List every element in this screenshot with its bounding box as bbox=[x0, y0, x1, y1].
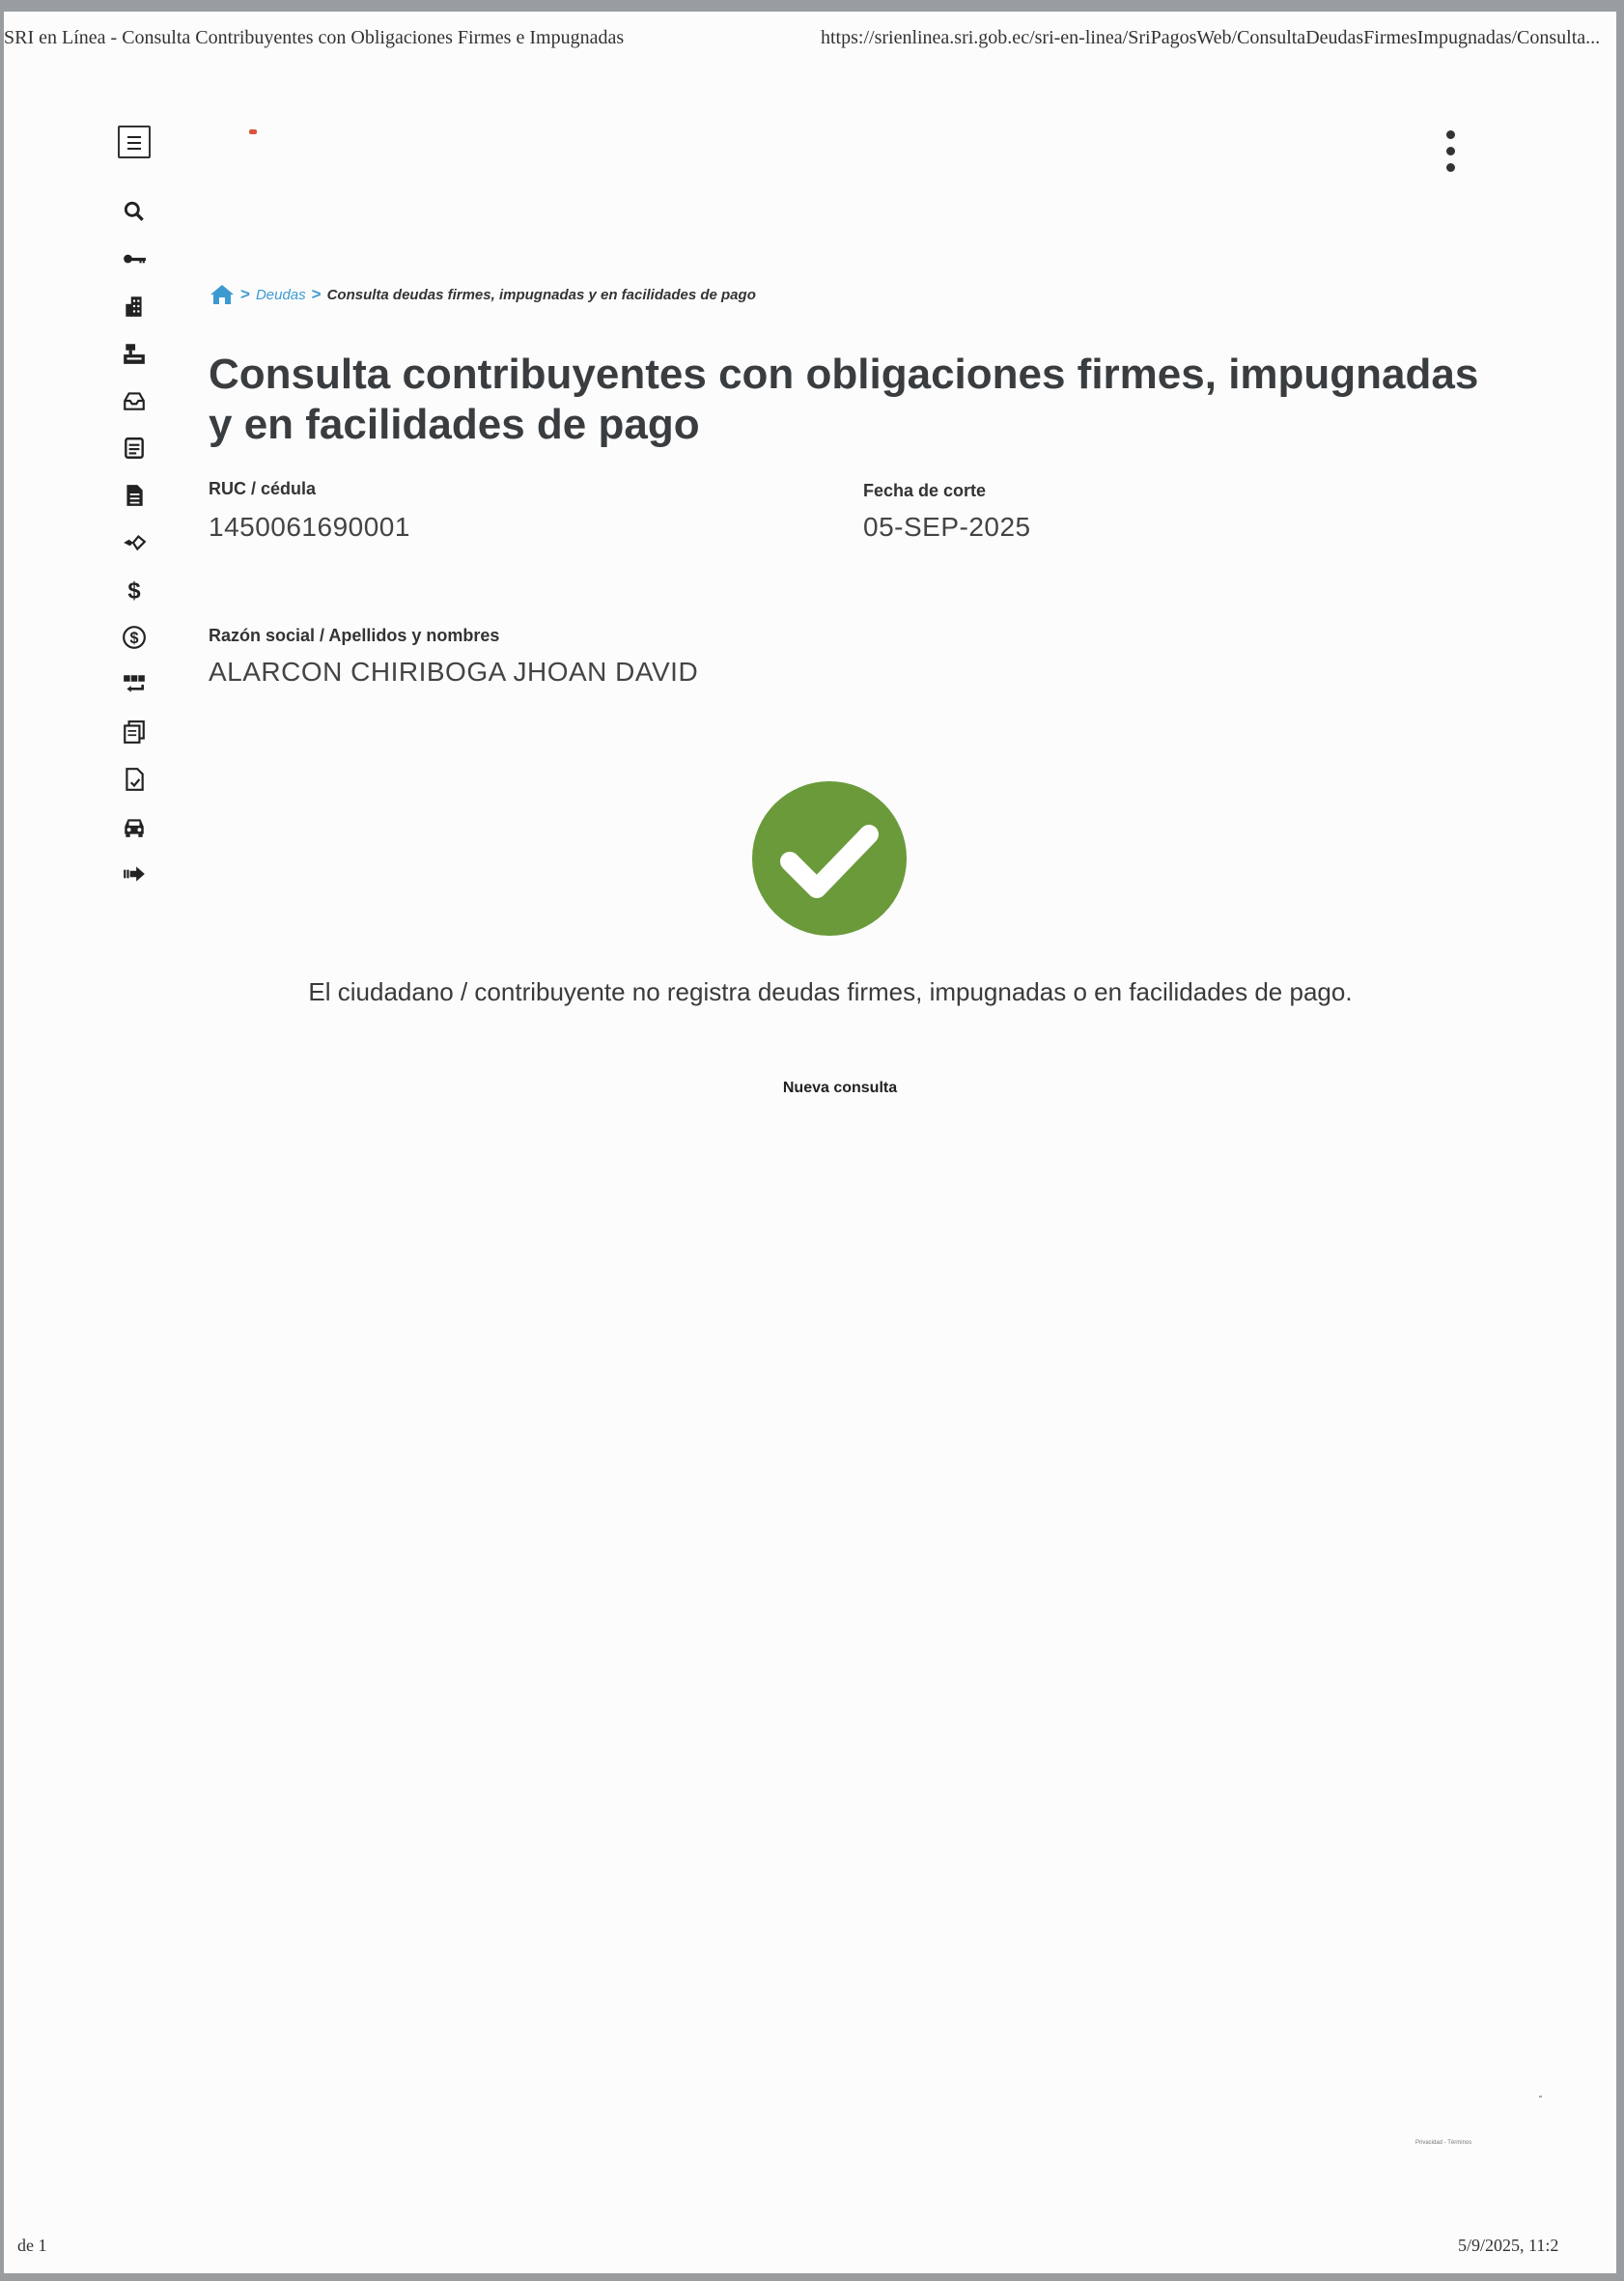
print-footer-page: de 1 bbox=[17, 2236, 47, 2255]
breadcrumb-separator-icon: > bbox=[240, 285, 250, 303]
breadcrumb-current: Consulta deudas firmes, impugnadas y en facilidades de pago bbox=[326, 286, 756, 303]
fecha-corte-label: Fecha de corte bbox=[863, 481, 987, 500]
dollar-icon[interactable] bbox=[120, 576, 149, 605]
key-icon[interactable] bbox=[120, 244, 149, 273]
razon-social-value: ALARCON CHIRIBOGA JHOAN DAVID bbox=[209, 657, 699, 687]
new-query-button[interactable]: Nueva consulta bbox=[782, 1080, 898, 1096]
more-options-button[interactable] bbox=[1444, 130, 1456, 173]
buildings-icon[interactable] bbox=[120, 292, 149, 321]
ruc-label: RUC / cédula bbox=[209, 479, 317, 498]
fecha-corte-value: 05-SEP-2025 bbox=[863, 512, 1031, 542]
scroll-marker bbox=[1539, 2096, 1542, 2098]
result-message: El ciudadano / contribuyente no registra deudas firmes, impugnadas o en facilidades de pago. bbox=[308, 977, 1353, 1006]
hamburger-menu-button[interactable] bbox=[118, 126, 151, 158]
dollar-circle-icon[interactable] bbox=[120, 623, 149, 652]
inbox-icon[interactable] bbox=[120, 386, 149, 415]
document-check-icon[interactable] bbox=[120, 765, 149, 794]
recaptcha-links[interactable]: Privacidad - Términos bbox=[1415, 2140, 1472, 2146]
search-icon[interactable] bbox=[120, 197, 149, 226]
document-list-icon[interactable] bbox=[120, 434, 149, 463]
documents-icon[interactable] bbox=[120, 718, 149, 746]
breadcrumb-separator-icon: > bbox=[311, 285, 322, 303]
ruc-value: 1450061690001 bbox=[209, 512, 410, 542]
print-header-url: https://srienlinea.sri.gob.ec/sri-en-linea/SriPagosWeb/ConsultaDeudasFirmesImpugnadas/Consulta... bbox=[821, 27, 1601, 48]
file-icon[interactable] bbox=[120, 481, 149, 510]
arrow-right-icon[interactable] bbox=[120, 859, 149, 888]
home-icon[interactable] bbox=[210, 284, 235, 305]
breadcrumb-link-deudas[interactable]: Deudas bbox=[255, 286, 306, 303]
exchange-icon[interactable] bbox=[120, 670, 149, 699]
car-icon[interactable] bbox=[120, 812, 149, 841]
svg-text:$: $ bbox=[127, 577, 141, 603]
razon-social-label: Razón social / Apellidos y nombres bbox=[209, 626, 500, 645]
success-check-icon bbox=[751, 780, 908, 937]
print-footer-datetime: 5/9/2025, 11:2 bbox=[1458, 2236, 1559, 2255]
print-header-title: SRI en Línea - Consulta Contribuyentes con Obligaciones Firmes e Impugnadas bbox=[4, 27, 625, 48]
breadcrumb bbox=[210, 282, 756, 307]
cash-register-icon[interactable] bbox=[120, 339, 149, 368]
page-title: Consulta contribuyentes con obligaciones firmes, impugnadas y en facilidades de pago bbox=[209, 351, 1479, 448]
handshake-icon[interactable] bbox=[120, 528, 149, 557]
svg-text:$: $ bbox=[129, 629, 139, 647]
logo-fragment bbox=[249, 129, 257, 134]
